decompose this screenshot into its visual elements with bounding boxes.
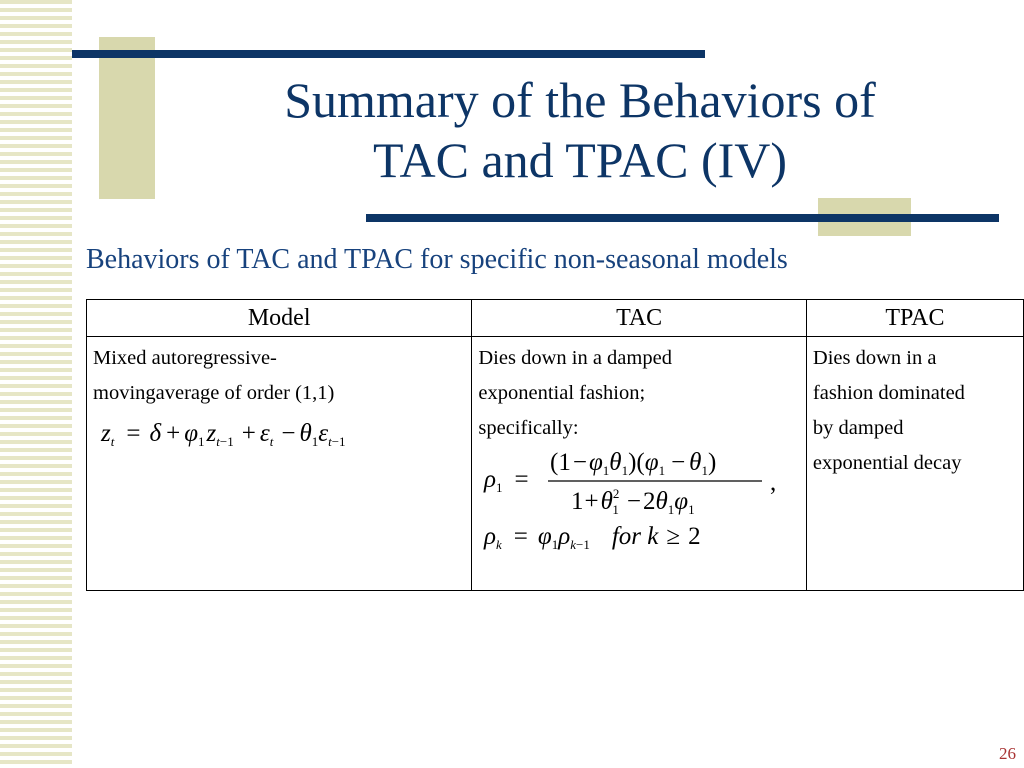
tpac-text-line-4: exponential decay — [812, 452, 962, 474]
tpac-cell — [806, 337, 1023, 591]
tac-text-line-1: Dies down in a damped — [478, 347, 672, 369]
tpac-text-line-2: fashion dominated — [812, 382, 965, 404]
svg-text:1+θ21−2θ1φ1: $1+\theta^2$ $1 -2\theta_1\varphi_1$ — [571, 486, 695, 516]
page-number: 26 — [999, 744, 1016, 763]
header-tac: TAC — [472, 300, 807, 337]
tpac-text-line-1: Dies down in a — [812, 347, 937, 369]
slide-title — [160, 70, 1000, 190]
svg-text:ρ1=: $\rho_1$ = — [484, 466, 529, 495]
header-model: Model — [87, 300, 472, 337]
table-row — [87, 337, 1024, 591]
header-tpac: TPAC — [806, 300, 1023, 337]
model-text-line-2: movingaverage of order (1,1) — [93, 382, 335, 404]
model-text-line-1: Mixed autoregressive- — [93, 347, 277, 369]
slide-title-line-2: TAC and TPAC (IV) — [372, 132, 788, 188]
svg-text:(1−φ1θ1)(φ1−θ1): $(1-\varphi_1\theta_1)(\varphi_1 - \theta_1)$ — [550, 449, 717, 478]
model-cell — [87, 337, 472, 591]
tac-text-line-3: specifically: — [478, 417, 579, 439]
tac-text-line-2: exponential fashion; — [478, 382, 646, 404]
behaviors-table — [86, 299, 1024, 591]
slide-subtitle: Behaviors of TAC and TPAC for specific non-seasonal models — [86, 244, 788, 275]
tpac-text-line-3: by damped — [812, 417, 904, 439]
title-top-rule — [72, 50, 705, 58]
svg-text:,: , — [770, 469, 777, 496]
table-header-row — [87, 300, 1024, 337]
svg-text:ρk=φ1ρk−1for k≥2: $\rho_k = \varphi_1\rho_k-1$ for k ≥ 2 — [484, 523, 701, 552]
tac-cell — [472, 337, 807, 591]
svg-text:zt=δ+φ1zt−1+εt−θ1εt−1: $z_t = \delta + \varphi_1z_t-1 + \varepsilon_t - \theta_1\varepsilon_t-1$ — [101, 420, 346, 449]
rhok-equation — [478, 516, 800, 558]
arma-equation — [93, 411, 465, 451]
slide-title-line-1: Summary of the Behaviors of — [284, 72, 876, 128]
title-bottom-rule — [366, 214, 999, 222]
rho1-equation — [478, 446, 800, 516]
title-accent-block — [99, 37, 155, 199]
left-stripe-decoration — [0, 0, 72, 768]
